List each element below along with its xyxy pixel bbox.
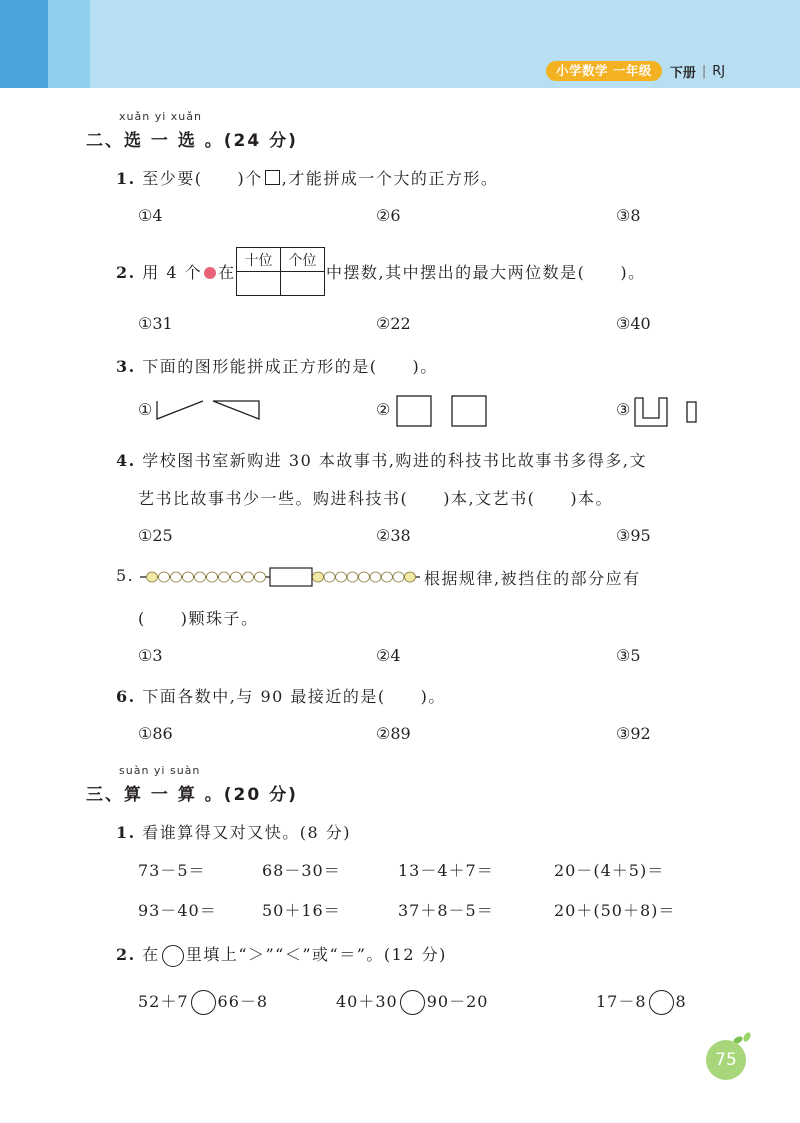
bead [255, 572, 266, 582]
calc-item: 20＋(50＋8)＝ [554, 901, 676, 920]
compare-left: 52＋7 [138, 992, 189, 1011]
tens-header: 十位 [237, 248, 281, 272]
compare-circle[interactable] [191, 990, 216, 1015]
compare-right: 66－8 [217, 992, 269, 1011]
bead [183, 572, 194, 582]
question-text: ,才能拼成一个大的正方形。 [281, 169, 499, 188]
calc-question-2 [116, 942, 447, 967]
red-counter-icon [204, 267, 216, 279]
option-c[interactable]: ③8 [616, 206, 641, 225]
section3-pinyin: suàn yi suàn [119, 764, 201, 777]
u-shape-figure [633, 394, 699, 430]
bead-string-figure [140, 566, 420, 588]
label-separator: | [701, 63, 707, 79]
option-a-label: ① [138, 400, 153, 419]
question-text: 用 4 个 [142, 263, 203, 282]
question-5-line1: 根据规律,被挡住的部分应有 [424, 569, 641, 588]
small-bar [687, 402, 696, 422]
calc-question-1 [116, 820, 351, 843]
question-text: 里填上“＞”“＜”或“＝”。(12 分) [185, 945, 447, 964]
bead [324, 572, 335, 582]
question-2-end: 中摆数,其中摆出的最大两位数是( )。 [326, 263, 646, 282]
bead [243, 572, 254, 582]
question-number: 3. [116, 357, 136, 376]
question-4-line1 [116, 448, 647, 471]
question-2-start [116, 260, 236, 283]
book-label [546, 60, 725, 82]
bead [195, 572, 206, 582]
bead [359, 572, 370, 582]
question-text: 看谁算得又对又快。(8 分) [142, 823, 352, 842]
option-b[interactable]: ②6 [376, 206, 401, 225]
question-5-number: 5. [116, 566, 135, 585]
compare-left: 17－8 [596, 992, 647, 1011]
calc-item: 37＋8－5＝ [398, 901, 494, 920]
right-beads [313, 572, 416, 582]
calc-item: 73－5＝ [138, 861, 206, 880]
ones-cell [281, 272, 325, 296]
option-a[interactable]: ①25 [138, 526, 173, 545]
option-c[interactable]: ③40 [616, 314, 651, 333]
bead [370, 572, 381, 582]
option-a[interactable]: ①31 [138, 314, 173, 333]
edition-label: RJ [712, 63, 726, 79]
option-a[interactable]: ①4 [138, 206, 163, 225]
option-c[interactable]: ③95 [616, 526, 651, 545]
compare-item [336, 989, 488, 1015]
question-number: 4. [116, 451, 136, 470]
bead [313, 572, 324, 582]
option-a[interactable]: ①86 [138, 724, 173, 743]
bead [171, 572, 182, 582]
question-text: 下面各数中,与 90 最接近的是( )。 [142, 687, 446, 706]
volume-label: 下册 [669, 65, 696, 81]
question-1 [116, 166, 498, 189]
option-c[interactable]: ③92 [616, 724, 651, 743]
question-number: 6. [116, 687, 136, 706]
small-square-icon [265, 170, 280, 185]
option-b[interactable]: ②4 [376, 646, 401, 665]
calc-item: 68－30＝ [262, 861, 341, 880]
header-stripe-mid [48, 0, 90, 88]
bead [347, 572, 358, 582]
question-4-line2: 艺书比故事书少一些。购进科技书( )本,文艺书( )本。 [138, 489, 614, 508]
page-number: 75 [706, 1040, 746, 1080]
option-a[interactable]: ①3 [138, 646, 163, 665]
bead [159, 572, 170, 582]
calc-item: 93－40＝ [138, 901, 217, 920]
u-shape [635, 398, 667, 426]
bead [382, 572, 393, 582]
question-number: 1. [116, 169, 136, 188]
compare-item [596, 989, 687, 1015]
question-text: 下面的图形能拼成正方形的是( )。 [142, 357, 438, 376]
question-text: 在 [218, 263, 236, 282]
bead [231, 572, 242, 582]
question-5-line2: ( )颗珠子。 [138, 609, 259, 628]
question-text: 在 [142, 945, 160, 964]
square-left [397, 396, 431, 426]
option-a[interactable] [138, 400, 152, 419]
bead [219, 572, 230, 582]
header-band [0, 0, 800, 88]
compare-circle[interactable] [649, 990, 674, 1015]
bead [147, 572, 158, 582]
subject-badge: 小学数学 一年级 [546, 61, 662, 81]
bead [393, 572, 404, 582]
square-right [452, 396, 486, 426]
option-b[interactable] [376, 400, 390, 419]
section3-title: 三、算 一 算 。(20 分) [86, 785, 298, 805]
question-text: 至少要( )个 [142, 169, 263, 188]
header-stripe-dark [0, 0, 48, 88]
compare-circle[interactable] [400, 990, 425, 1015]
option-b[interactable]: ②22 [376, 314, 411, 333]
triangles-figure [155, 397, 265, 423]
section2-title: 二、选 一 选 。(24 分) [86, 131, 298, 151]
compare-left: 40＋30 [336, 992, 398, 1011]
hidden-part-box [270, 568, 312, 586]
option-b[interactable]: ②89 [376, 724, 411, 743]
bead [207, 572, 218, 582]
calc-item: 50＋16＝ [262, 901, 341, 920]
bead [336, 572, 347, 582]
bead [405, 572, 416, 582]
question-3 [116, 354, 438, 377]
question-number: 2. [116, 945, 136, 964]
section2-pinyin: xuǎn yi xuǎn [119, 110, 202, 123]
option-c-label: ③ [616, 400, 631, 419]
calc-item: 13－4＋7＝ [398, 861, 494, 880]
calc-item: 20－(4＋5)＝ [554, 861, 665, 880]
place-value-table [236, 247, 325, 296]
option-c[interactable]: ③5 [616, 646, 641, 665]
question-6 [116, 684, 446, 707]
question-number: 1. [116, 823, 136, 842]
tens-cell [237, 272, 281, 296]
option-b-label: ② [376, 400, 391, 419]
ones-header: 个位 [281, 248, 325, 272]
compare-right: 90－20 [426, 992, 489, 1011]
question-text: 学校图书室新购进 30 本故事书,购进的科技书比故事书多得多,文 [142, 451, 648, 470]
right-triangle-right [213, 401, 259, 419]
option-c[interactable] [616, 400, 630, 419]
circle-icon [162, 945, 184, 967]
compare-right: 8 [675, 992, 687, 1011]
option-b[interactable]: ②38 [376, 526, 411, 545]
question-number: 2. [116, 263, 136, 282]
compare-item [138, 989, 268, 1015]
squares-figure [395, 393, 491, 429]
right-triangle-left [157, 401, 203, 419]
